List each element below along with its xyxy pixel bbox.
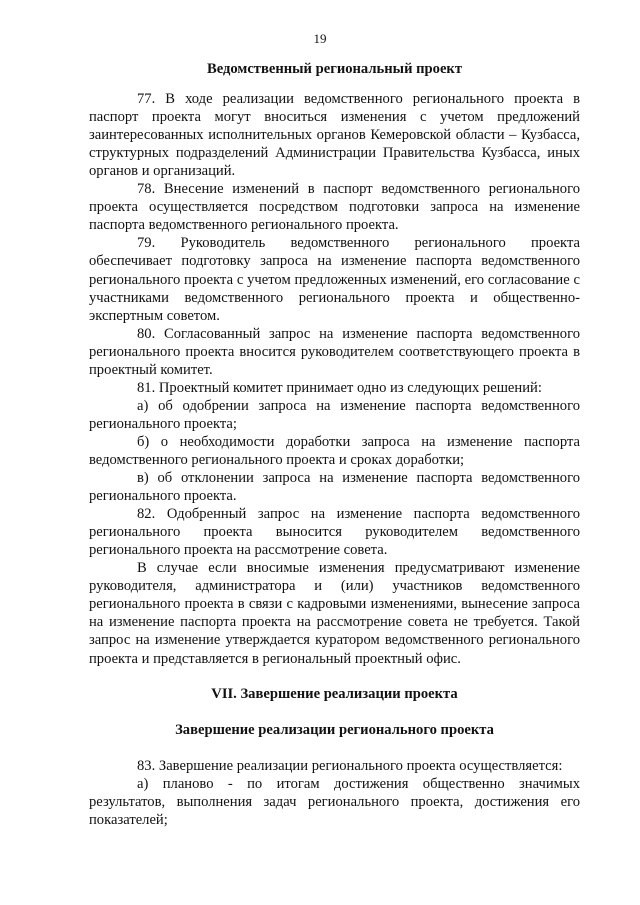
document-body [89,60,580,829]
paragraph-77: 77. В ходе реализации ведомственного регионального проекта в паспорт проекта могут вноситься изменения с учетом предложений заинтересованных исполнительных органов Кемеровской области – Кузбасса, структурных подразделений Администрации Правительства Кузбасса, иных органов и организаций. [89,91,580,180]
paragraph-82-note: В случае если вносимые изменения предусматривают изменение руководителя, администратора и (или) участников ведомственного регионального проекта в связи с кадровыми изменениями, вынесение запроса на изменение паспорта проекта на рассмотрение совета не требуется. Такой запрос на изменение утверждается куратором ведомственного регионального проекта и представляется в региональный проектный офис. [89,560,580,667]
paragraph-81-v: в) об отклонении запроса на изменение паспорта ведомственного регионального проекта. [89,470,580,505]
heading-departmental-project: Ведомственный региональный проект [206,61,463,77]
subsection-heading: Завершение реализации регионального проекта [175,721,494,738]
paragraph-79: 79. Руководитель ведомственного регионального проекта обеспечивает подготовку запроса на изменение паспорта ведомственного регионального проекта с учетом предложенных изменений, его согласование с участниками ведомственного регионального проекта и общественно-экспертным советом. [89,235,580,324]
paragraph-81-b: б) о необходимости доработки запроса на изменение паспорта ведомственного регионального проекта и сроках доработки; [89,433,580,468]
paragraph-81: 81. Проектный комитет принимает одно из следующих решений: [137,379,542,396]
paragraph-81-a: а) об одобрении запроса на изменение паспорта ведомственного регионального проекта; [89,397,580,432]
paragraph-83-a: а) планово - по итогам достижения общественно значимых результатов, выполнения задач регионального проекта, достижения его показателей; [89,775,580,828]
paragraph-82: 82. Одобренный запрос на изменение паспорта ведомственного регионального проекта выносится руководителем ведомственного регионального проекта на рассмотрение совета. [89,506,580,559]
paragraph-83: 83. Завершение реализации регионального проекта осуществляется: [137,757,563,774]
section-heading: VII. Завершение реализации проекта [211,685,458,702]
paragraph-78: 78. Внесение изменений в паспорт ведомственного регионального проекта осуществляется посредством подготовки запроса на изменение паспорта ведомственного регионального проекта. [89,181,580,234]
paragraph-80: 80. Согласованный запрос на изменение паспорта ведомственного регионального проекта вносится руководителем соответствующего проекта в проектный комитет. [89,325,580,378]
page-number: 19 [313,31,327,46]
